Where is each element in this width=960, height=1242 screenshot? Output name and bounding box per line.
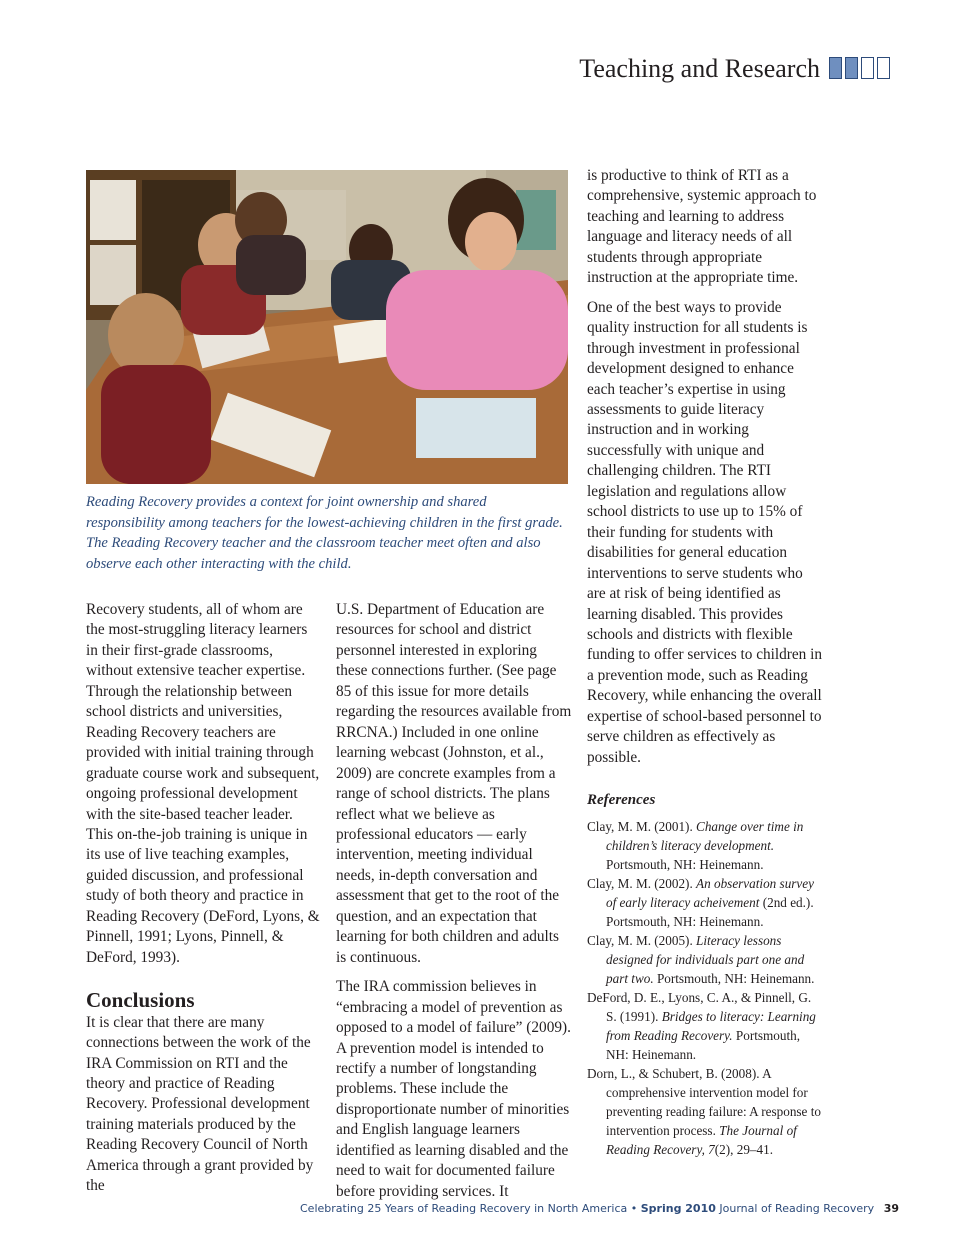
classroom-photo (86, 170, 568, 484)
section-title: Teaching and Research (579, 54, 820, 83)
page-number: 39 (883, 1202, 900, 1215)
reference-item: Clay, M. M. (2001). Change over time in children’s literacy development. Portsmouth, NH: Heinemann. (587, 818, 804, 872)
footer-journal: Journal of Reading Recovery (719, 1202, 875, 1215)
conclusions-heading: Conclusions (86, 988, 195, 1013)
footer-prefix: Celebrating 25 Years of Reading Recovery in North America • (300, 1202, 638, 1215)
reference-item: Dorn, L., & Schubert, B. (2008). A comprehensive intervention model for preventing reading failure: A response to intervention process. The Journal of Reading Recovery, 7(2), 29–41. (587, 1065, 821, 1157)
column-1 (86, 600, 322, 1197)
references-list (587, 817, 823, 1159)
column-3 (587, 166, 823, 1159)
body-paragraph: U.S. Department of Education are resources for school and district personnel interested in exploring these connections further. (See page 85 of this issue for more details regarding the resources available from RRCNA.) Included in one online learning webcast (Johnston, et al., 2009) are concrete examples from a range of school districts. The plans reflect what we believe as professional educators — early intervention, meeting individual needs, in-depth conversation and assessment that get to the root of the question, and an expectation that learning for both children and adults is continuous. (336, 601, 572, 966)
references-heading: References (587, 792, 656, 809)
reference-item: Clay, M. M. (2002). An observation survey of early literacy acheivement (2nd ed.). Portsmouth, NH: Heinemann. (587, 875, 814, 929)
reference-item: DeFord, D. E., Lyons, C. A., & Pinnell, G. S. (1991). Bridges to literacy: Learning from Reading Recovery. Portsmouth, NH: Heinemann. (587, 989, 816, 1062)
body-paragraph: It is clear that there are many connections between the work of the IRA Commission on RTI and the theory and practice of Reading Recovery. Professional development training materials produced by the Reading Recovery Council of North America through a grant provided by the (86, 1013, 314, 1195)
reference-item: Clay, M. M. (2005). Literacy lessons designed for individuals part one and part two. Portsmouth, NH: Heinemann. (587, 932, 815, 986)
section-marker-icon (829, 57, 890, 79)
page-footer (300, 1202, 899, 1215)
footer-issue: Spring 2010 (640, 1202, 716, 1215)
body-paragraph: The IRA commission believes in “embracing a model of prevention as opposed to a model of failure” (2009). A prevention model is intended to rectify a number of longstanding problems. These include the disproportionate number of minorities and English language learners identified as learning disabled and the need to wait for documented failure before providing services. It (336, 978, 571, 1200)
column-2 (336, 600, 572, 1202)
body-paragraph: One of the best ways to provide quality instruction for all students is through investment in professional development designed to enhance each teacher’s expertise in using assessments to guide literacy instruction and in working successfully with unique and challenging children. The RTI legislation and regulations allow school districts to use up to 15% of their funding for students with disabilities for general education interventions to serve students who are at risk of being identified as learning disabled. This provides schools and districts with flexible funding to offer services to children in a prevention mode, such as Reading Recovery, while enhancing the overall expertise of school-based personnel to serve children as effectively as possible. (587, 298, 823, 766)
body-paragraph: Recovery students, all of whom are the most-struggling literacy learners in their first-grade classrooms, without extensive teacher expertise. Through the relationship between school districts and universities, Reading Recovery teachers are provided with initial training through graduate course work and subsequent, ongoing professional development with the site-based teacher leader. This on-the-job training is unique in its use of live teaching examples, guided discussion, and professional study of both theory and practice in Reading Recovery (DeFord, Lyons, & Pinnell, 1991; Lyons, Pinnell, & DeFord, 1993). (86, 601, 320, 966)
photo-caption: Reading Recovery provides a context for joint ownership and shared responsibility among teachers for the lowest-achieving children in the first grade. The Reading Recovery teacher and the classroom teacher meet often and also observe each other interacting with the child. (86, 494, 563, 572)
body-paragraph: is productive to think of RTI as a comprehensive, systemic approach to teaching and learning to address language and literacy needs of all students through appropriate instruction at the appropriate time. (587, 167, 817, 287)
